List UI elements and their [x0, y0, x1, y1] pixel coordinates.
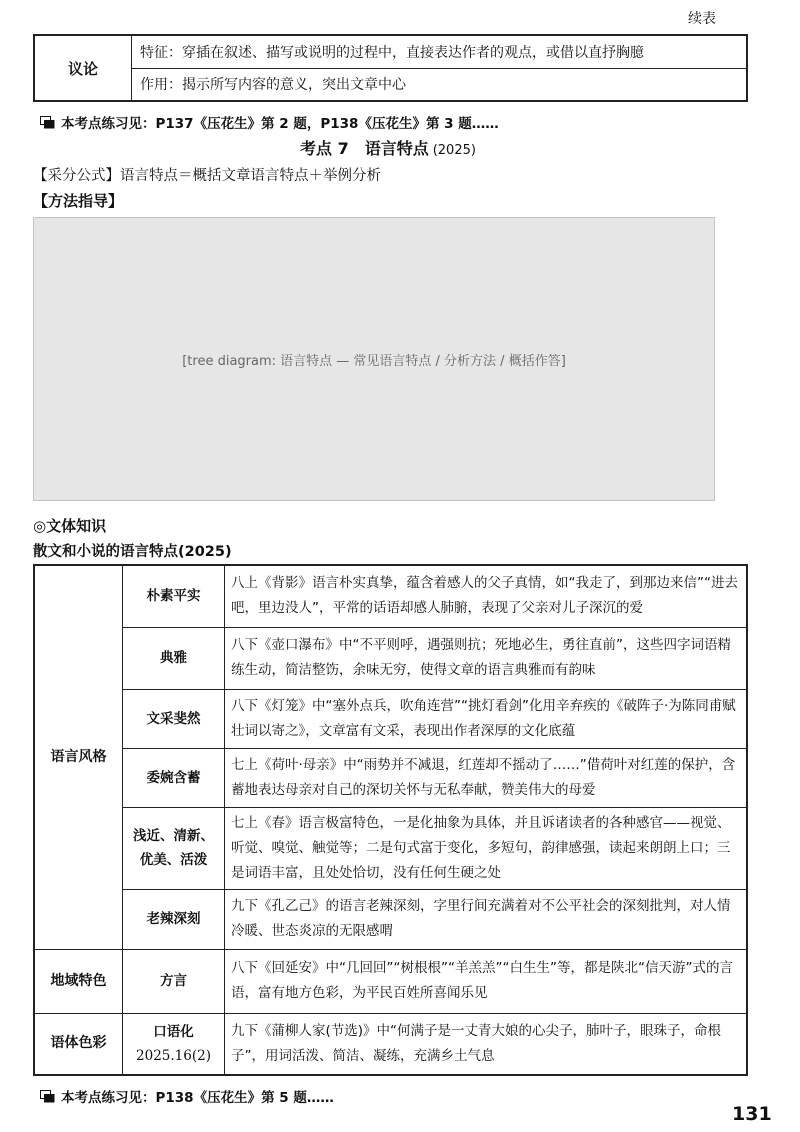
category-cell: 语体色彩	[34, 1013, 123, 1075]
diagram-label: [tree diagram: 语言特点 — 常见语言特点 / 分析方法 / 概括作答]	[182, 353, 566, 369]
text-cell: 七上《荷叶·母亲》中“雨势并不减退，红莲却不摇动了……”借荷叶对红莲的保护，含蓄地表达母亲对自己的深切关怀与无私奉献，赞美伟大的母爱	[225, 748, 748, 807]
table-row	[34, 748, 747, 807]
practice-note-text: 本考点练习见：P137《压花生》第 2 题，P138《压花生》第 3 题……	[61, 116, 499, 132]
text-cell: 九下《孔乙己》的语言老辣深刻，字里行间充满着对不公平社会的深刻批判，对人情冷暖、世态炎凉的无限感喟	[225, 889, 748, 949]
sub-cell	[123, 1013, 225, 1075]
table-row	[34, 1013, 747, 1075]
table-row	[34, 689, 747, 748]
sub-cell: 浅近、清新、优美、活泼	[123, 807, 225, 889]
bookmark-icon	[40, 1090, 55, 1103]
text-cell: 八上《背影》语言朴实真挚，蕴含着感人的父子真情，如“我走了，到那边来信”“进去吧，里边没人”，平常的话语却感人肺腑，表现了父亲对儿子深沉的爱	[225, 565, 748, 627]
continuation-table	[33, 34, 748, 102]
table-row	[34, 565, 747, 627]
table-row	[34, 949, 747, 1013]
section-title	[300, 136, 476, 159]
sub-cell: 朴素平实	[123, 565, 225, 627]
table-row	[34, 889, 747, 949]
table-row	[34, 627, 747, 689]
knowledge-subheading: 散文和小说的语言特点(2025)	[33, 544, 232, 560]
sub-cell: 委婉含蓄	[123, 748, 225, 807]
sub-cell-label: 口语化	[153, 1023, 194, 1040]
text-cell: 八下《灯笼》中“塞外点兵，吹角连营”“挑灯看剑”化用辛弃疾的《破阵子·为陈同甫赋壮词以寄之》，文章富有文采，表现出作者深厚的文化底蕴	[225, 689, 748, 748]
section-year: (2025)	[432, 143, 476, 158]
practice-note	[40, 1086, 334, 1106]
category-cell: 地域特色	[34, 949, 123, 1013]
table-row	[34, 807, 747, 889]
practice-note-text: 本考点练习见：P138《压花生》第 5 题……	[61, 1090, 334, 1106]
practice-note	[40, 112, 499, 132]
table-cell: 作用：揭示所写内容的意义，突出文章中心	[132, 68, 748, 101]
page-number: 131	[732, 1103, 772, 1125]
sub-cell: 典雅	[123, 627, 225, 689]
table-cell: 特征：穿插在叙述、描写或说明的过程中，直接表达作者的观点，或借以直抒胸臆	[132, 35, 748, 68]
method-label: 【方法指导】	[33, 192, 124, 210]
sub-cell: 方言	[123, 949, 225, 1013]
knowledge-heading: ◎文体知识	[33, 517, 107, 535]
language-style-table	[33, 564, 748, 1076]
bookmark-icon	[40, 116, 55, 129]
language-features-diagram	[33, 217, 715, 501]
continued-label: 续表	[688, 11, 716, 27]
text-cell: 九下《蒲柳人家(节选)》中“何满子是一丈青大娘的心尖子，肺叶子，眼珠子，命根子”，用词活泼、简洁、凝练，充满乡土气息	[225, 1013, 748, 1075]
sub-cell-year: 2025.16(2)	[136, 1047, 211, 1064]
section-title-text: 考点 7 语言特点	[300, 139, 429, 158]
text-cell: 八下《回延安》中“几回回”“树根根”“羊羔羔”“白生生”等，都是陕北“信天游”式的言语，富有地方色彩，为平民百姓所喜闻乐见	[225, 949, 748, 1013]
table-head-cell: 议论	[34, 35, 132, 101]
sub-cell: 老辣深刻	[123, 889, 225, 949]
scoring-formula: 【采分公式】语言特点＝概括文章语言特点＋举例分析	[33, 168, 381, 184]
text-cell: 八下《壶口瀑布》中“不平则呼，遇强则抗；死地必生，勇往直前”，这些四字词语精练生动，简洁整饬，余味无穷，使得文章的语言典雅而有韵味	[225, 627, 748, 689]
text-cell: 七上《春》语言极富特色，一是化抽象为具体，并且诉诸读者的各种感官——视觉、听觉、嗅觉、触觉等；二是句式富于变化，多短句，韵律感强，读起来朗朗上口；三是词语丰富，且处处恰切，没有任何生硬之处	[225, 807, 748, 889]
category-cell: 语言风格	[34, 565, 123, 949]
sub-cell: 文采斐然	[123, 689, 225, 748]
